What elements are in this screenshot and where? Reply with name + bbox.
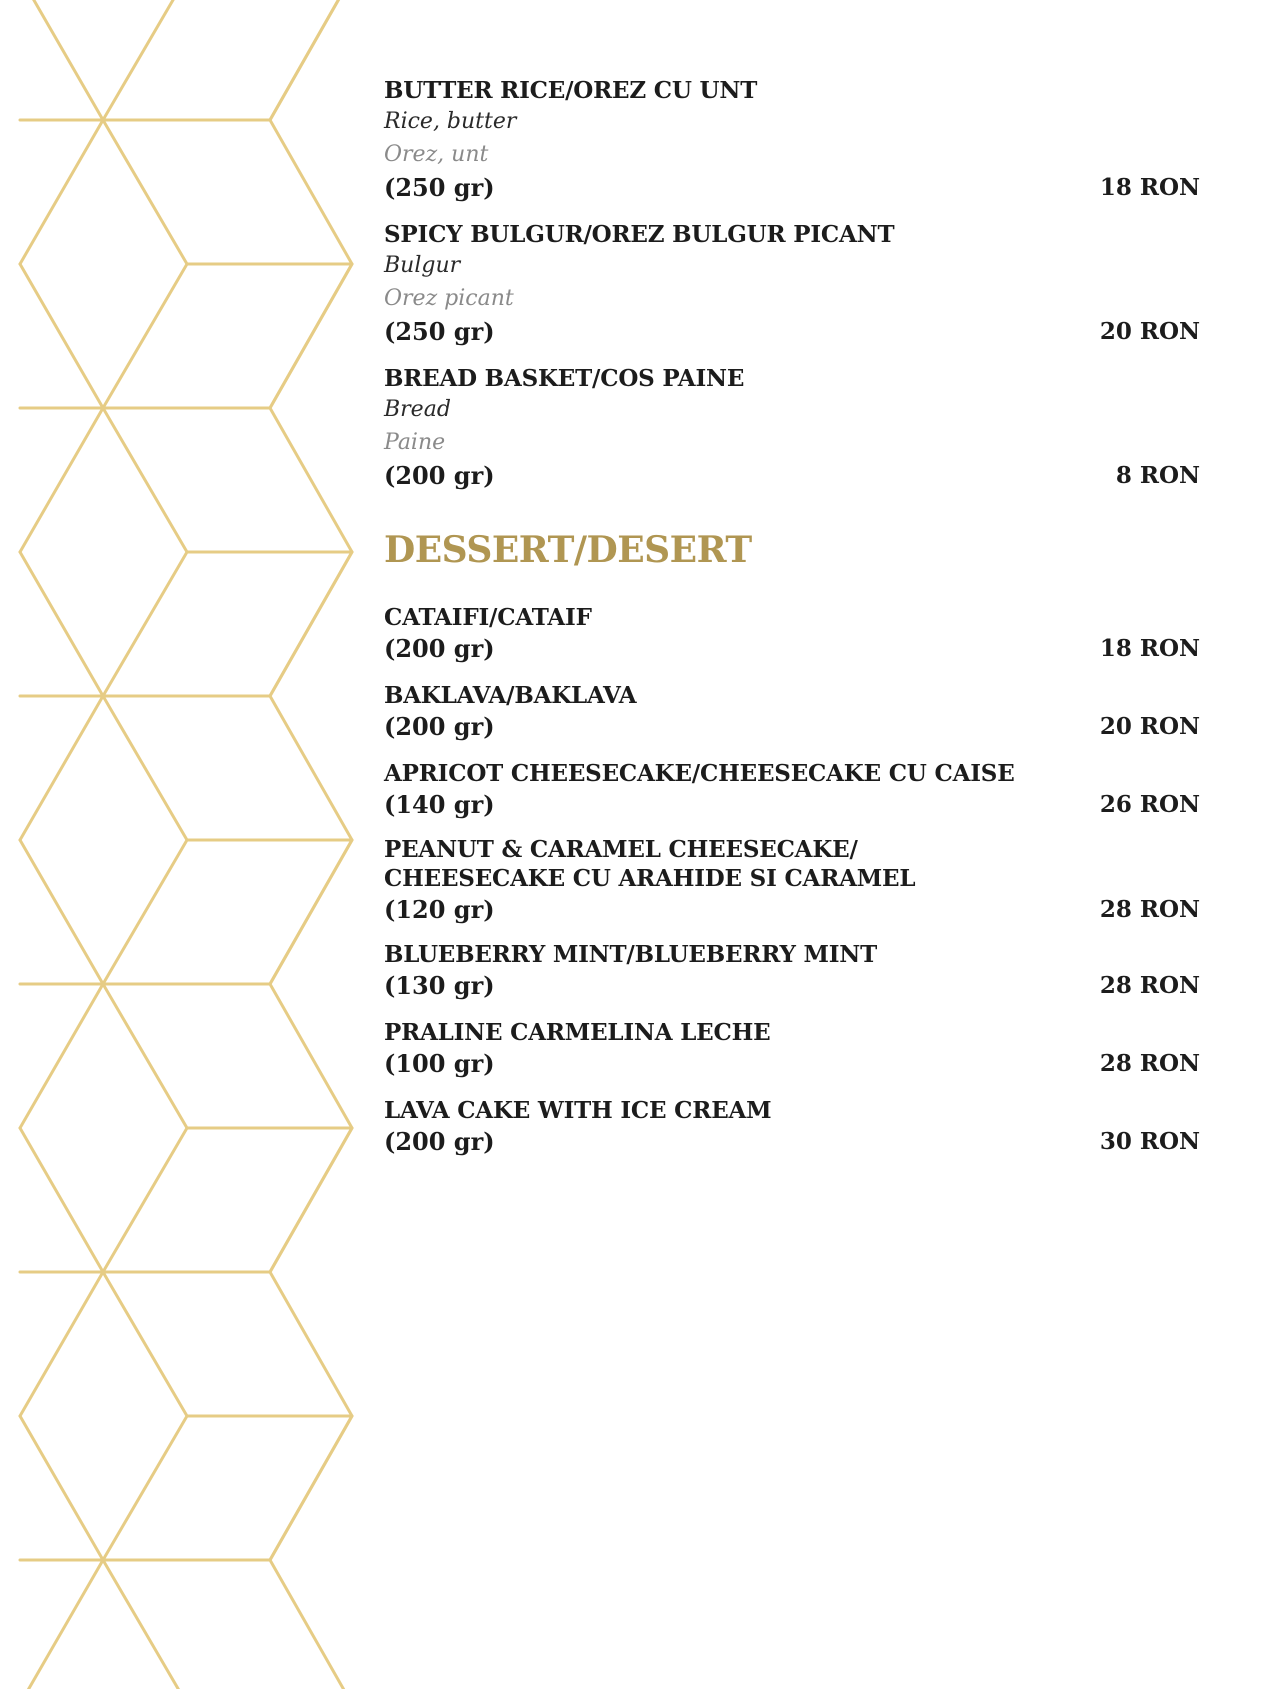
pattern-line: [20, 1416, 103, 1560]
item-price: 26 RON: [1099, 791, 1200, 818]
item-description-ro: Orez, unt: [384, 142, 489, 167]
item-weight: (250 gr): [384, 173, 495, 202]
item-price: 8 RON: [1115, 462, 1200, 489]
item-title: LAVA CAKE WITH ICE CREAM: [384, 1097, 772, 1124]
pattern-line: [270, 1128, 352, 1272]
item-title: APRICOT CHEESECAKE/CHEESECAKE CU CAISE: [384, 760, 1015, 787]
menu-item-spicy-bulgur: [384, 220, 1200, 348]
item-weight: (200 gr): [384, 712, 495, 741]
pattern-line: [20, 1560, 103, 1689]
menu-item-lava-cake: [384, 1096, 1200, 1158]
pattern-line: [20, 984, 103, 1128]
item-title: PEANUT & CARAMEL CHEESECAKE/: [384, 836, 858, 863]
pattern-line: [270, 0, 352, 120]
gold-hexagon-pattern: [0, 0, 360, 1689]
item-weight: (250 gr): [384, 317, 495, 346]
menu-item-butter-rice: [384, 76, 1200, 204]
pattern-line: [103, 1128, 187, 1272]
item-price: 30 RON: [1099, 1128, 1200, 1155]
item-description-en: Rice, butter: [384, 109, 517, 134]
menu-item-apricot-cheesecake: [384, 759, 1200, 821]
item-title: PRALINE CARMELINA LECHE: [384, 1019, 771, 1046]
pattern-line: [103, 552, 187, 696]
item-title: BAKLAVA/BAKLAVA: [384, 682, 637, 709]
item-title: BUTTER RICE/OREZ CU UNT: [384, 77, 758, 104]
pattern-line: [103, 0, 187, 120]
item-weight: (200 gr): [384, 1127, 495, 1156]
item-description-en: Bulgur: [384, 253, 461, 278]
menu-item-cataifi: [384, 603, 1200, 665]
pattern-line: [270, 1560, 352, 1689]
item-price: 20 RON: [1099, 713, 1200, 740]
pattern-line: [20, 120, 103, 264]
item-price: 28 RON: [1099, 896, 1200, 923]
item-description-en: Bread: [384, 397, 451, 422]
pattern-line: [270, 840, 352, 984]
pattern-line: [20, 696, 103, 840]
item-weight: (100 gr): [384, 1049, 495, 1078]
item-weight: (200 gr): [384, 461, 495, 490]
pattern-line: [103, 984, 187, 1128]
pattern-line: [103, 696, 187, 840]
item-weight: (140 gr): [384, 790, 495, 819]
item-price: 28 RON: [1099, 1050, 1200, 1077]
menu-item-blueberry-mint: [384, 940, 1200, 1002]
item-title-continued: CHEESECAKE CU ARAHIDE SI CARAMEL: [384, 865, 916, 892]
pattern-line: [270, 696, 352, 840]
pattern-line: [270, 0, 352, 120]
pattern-line: [20, 552, 103, 696]
menu-item-bread-basket: [384, 364, 1200, 492]
item-title: BLUEBERRY MINT/BLUEBERRY MINT: [384, 941, 878, 968]
pattern-line: [103, 408, 187, 552]
pattern-line: [103, 840, 187, 984]
item-price: 20 RON: [1099, 318, 1200, 345]
item-price: 28 RON: [1099, 972, 1200, 999]
pattern-line: [103, 1272, 187, 1416]
pattern-line: [103, 1416, 187, 1560]
menu-item-peanut-caramel-cheesecake: [384, 835, 1200, 926]
pattern-line: [20, 264, 103, 408]
pattern-line: [270, 984, 352, 1128]
item-title: SPICY BULGUR/OREZ BULGUR PICANT: [384, 221, 895, 248]
item-weight: (130 gr): [384, 971, 495, 1000]
pattern-line: [270, 552, 352, 696]
pattern-line: [20, 1128, 103, 1272]
pattern-line: [270, 120, 352, 264]
pattern-line: [270, 1272, 352, 1416]
item-description-ro: Orez picant: [384, 286, 514, 311]
item-weight: (120 gr): [384, 895, 495, 924]
pattern-line: [20, 0, 103, 120]
pattern-line: [20, 840, 103, 984]
pattern-line: [270, 408, 352, 552]
pattern-line: [103, 1560, 187, 1689]
item-weight: (200 gr): [384, 634, 495, 663]
item-price: 18 RON: [1099, 635, 1200, 662]
item-description-ro: Paine: [384, 430, 446, 455]
section-title-dessert: DESSERT/DESERT: [384, 529, 752, 571]
pattern-line: [20, 1272, 103, 1416]
pattern-line: [270, 264, 352, 408]
pattern-line: [103, 264, 187, 408]
pattern-line: [20, 408, 103, 552]
menu-item-baklava: [384, 681, 1200, 743]
menu-item-praline-carmelina: [384, 1018, 1200, 1080]
pattern-line: [270, 1416, 352, 1560]
item-title: BREAD BASKET/COS PAINE: [384, 365, 745, 392]
item-title: CATAIFI/CATAIF: [384, 604, 592, 631]
pattern-line: [103, 120, 187, 264]
item-price: 18 RON: [1099, 174, 1200, 201]
